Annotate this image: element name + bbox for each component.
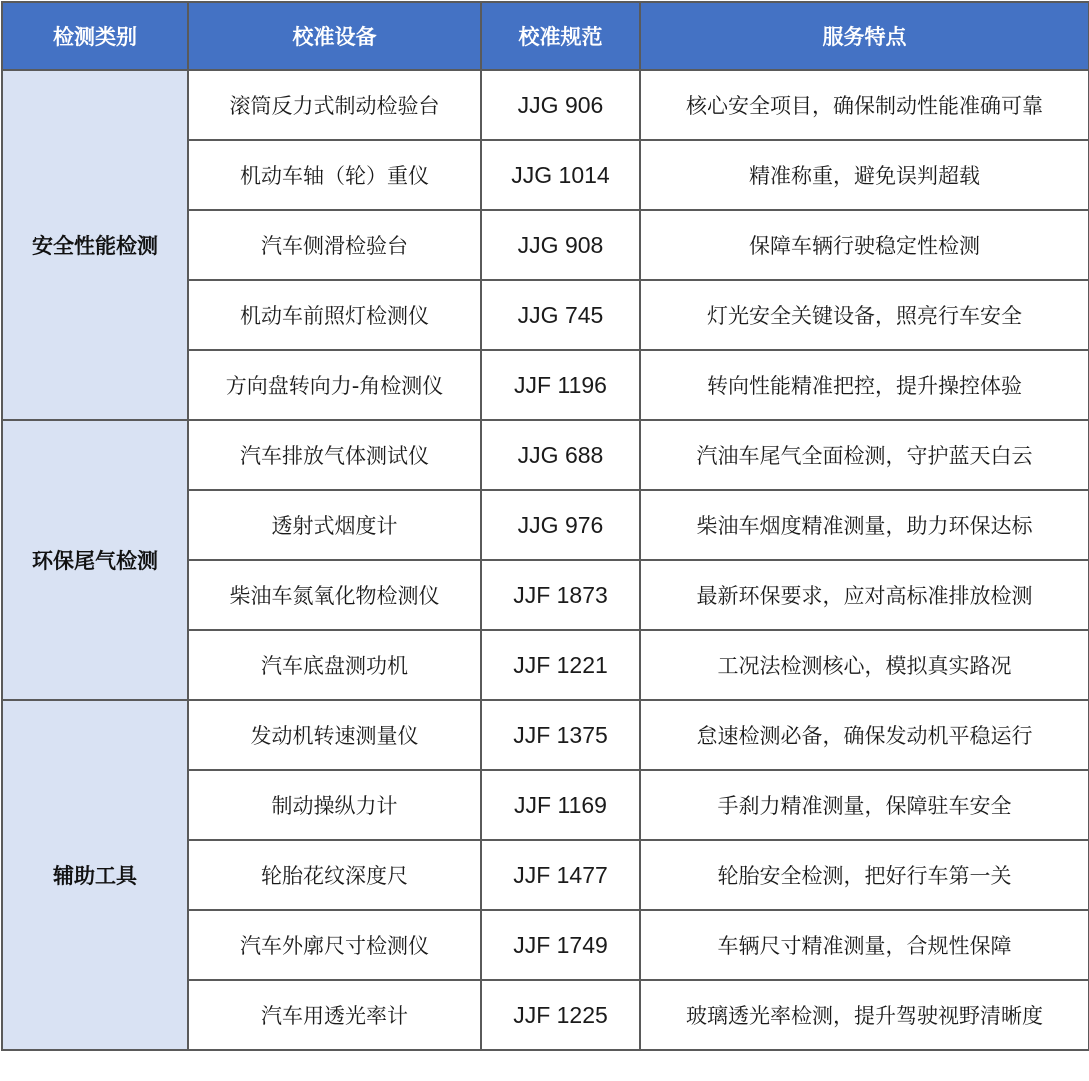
device-cell: 滚筒反力式制动检验台 — [188, 70, 481, 140]
spec-cell: JJG 908 — [481, 210, 640, 280]
table-row — [2, 70, 1089, 140]
device-cell: 制动操纵力计 — [188, 770, 481, 840]
device-cell: 汽车底盘测功机 — [188, 630, 481, 700]
spec-cell: JJF 1375 — [481, 700, 640, 770]
feature-cell: 柴油车烟度精准测量，助力环保达标 — [640, 490, 1089, 560]
spec-cell: JJF 1873 — [481, 560, 640, 630]
feature-cell: 灯光安全关键设备，照亮行车安全 — [640, 280, 1089, 350]
feature-cell: 车辆尺寸精准测量，合规性保障 — [640, 910, 1089, 980]
feature-cell: 工况法检测核心，模拟真实路况 — [640, 630, 1089, 700]
table-row — [2, 420, 1089, 490]
header-row — [2, 2, 1089, 70]
device-cell: 柴油车氮氧化物检测仪 — [188, 560, 481, 630]
spec-cell: JJF 1477 — [481, 840, 640, 910]
spec-cell: JJF 1749 — [481, 910, 640, 980]
calibration-table — [1, 1, 1089, 1051]
feature-cell: 转向性能精准把控，提升操控体验 — [640, 350, 1089, 420]
device-cell: 汽车外廓尺寸检测仪 — [188, 910, 481, 980]
header-category: 检测类别 — [2, 2, 188, 70]
feature-cell: 核心安全项目，确保制动性能准确可靠 — [640, 70, 1089, 140]
spec-cell: JJG 976 — [481, 490, 640, 560]
table-body — [2, 70, 1089, 1050]
feature-cell: 轮胎安全检测，把好行车第一关 — [640, 840, 1089, 910]
device-cell: 透射式烟度计 — [188, 490, 481, 560]
feature-cell: 保障车辆行驶稳定性检测 — [640, 210, 1089, 280]
feature-cell: 怠速检测必备，确保发动机平稳运行 — [640, 700, 1089, 770]
table-header — [2, 2, 1089, 70]
device-cell: 机动车前照灯检测仪 — [188, 280, 481, 350]
device-cell: 机动车轴（轮）重仪 — [188, 140, 481, 210]
device-cell: 汽车排放气体测试仪 — [188, 420, 481, 490]
category-cell-auxiliary: 辅助工具 — [2, 700, 188, 1050]
feature-cell: 最新环保要求，应对高标准排放检测 — [640, 560, 1089, 630]
device-cell: 汽车用透光率计 — [188, 980, 481, 1050]
header-spec: 校准规范 — [481, 2, 640, 70]
device-cell: 汽车侧滑检验台 — [188, 210, 481, 280]
feature-cell: 手刹力精准测量，保障驻车安全 — [640, 770, 1089, 840]
spec-cell: JJG 745 — [481, 280, 640, 350]
spec-cell: JJF 1225 — [481, 980, 640, 1050]
spec-cell: JJF 1221 — [481, 630, 640, 700]
spec-cell: JJF 1169 — [481, 770, 640, 840]
table-row — [2, 700, 1089, 770]
feature-cell: 玻璃透光率检测，提升驾驶视野清晰度 — [640, 980, 1089, 1050]
spec-cell: JJG 688 — [481, 420, 640, 490]
device-cell: 轮胎花纹深度尺 — [188, 840, 481, 910]
header-feature: 服务特点 — [640, 2, 1089, 70]
header-device: 校准设备 — [188, 2, 481, 70]
feature-cell: 精准称重，避免误判超载 — [640, 140, 1089, 210]
spec-cell: JJG 906 — [481, 70, 640, 140]
feature-cell: 汽油车尾气全面检测，守护蓝天白云 — [640, 420, 1089, 490]
spec-cell: JJF 1196 — [481, 350, 640, 420]
device-cell: 方向盘转向力-角检测仪 — [188, 350, 481, 420]
device-cell: 发动机转速测量仪 — [188, 700, 481, 770]
category-cell-emission: 环保尾气检测 — [2, 420, 188, 700]
spec-cell: JJG 1014 — [481, 140, 640, 210]
category-cell-safety: 安全性能检测 — [2, 70, 188, 420]
